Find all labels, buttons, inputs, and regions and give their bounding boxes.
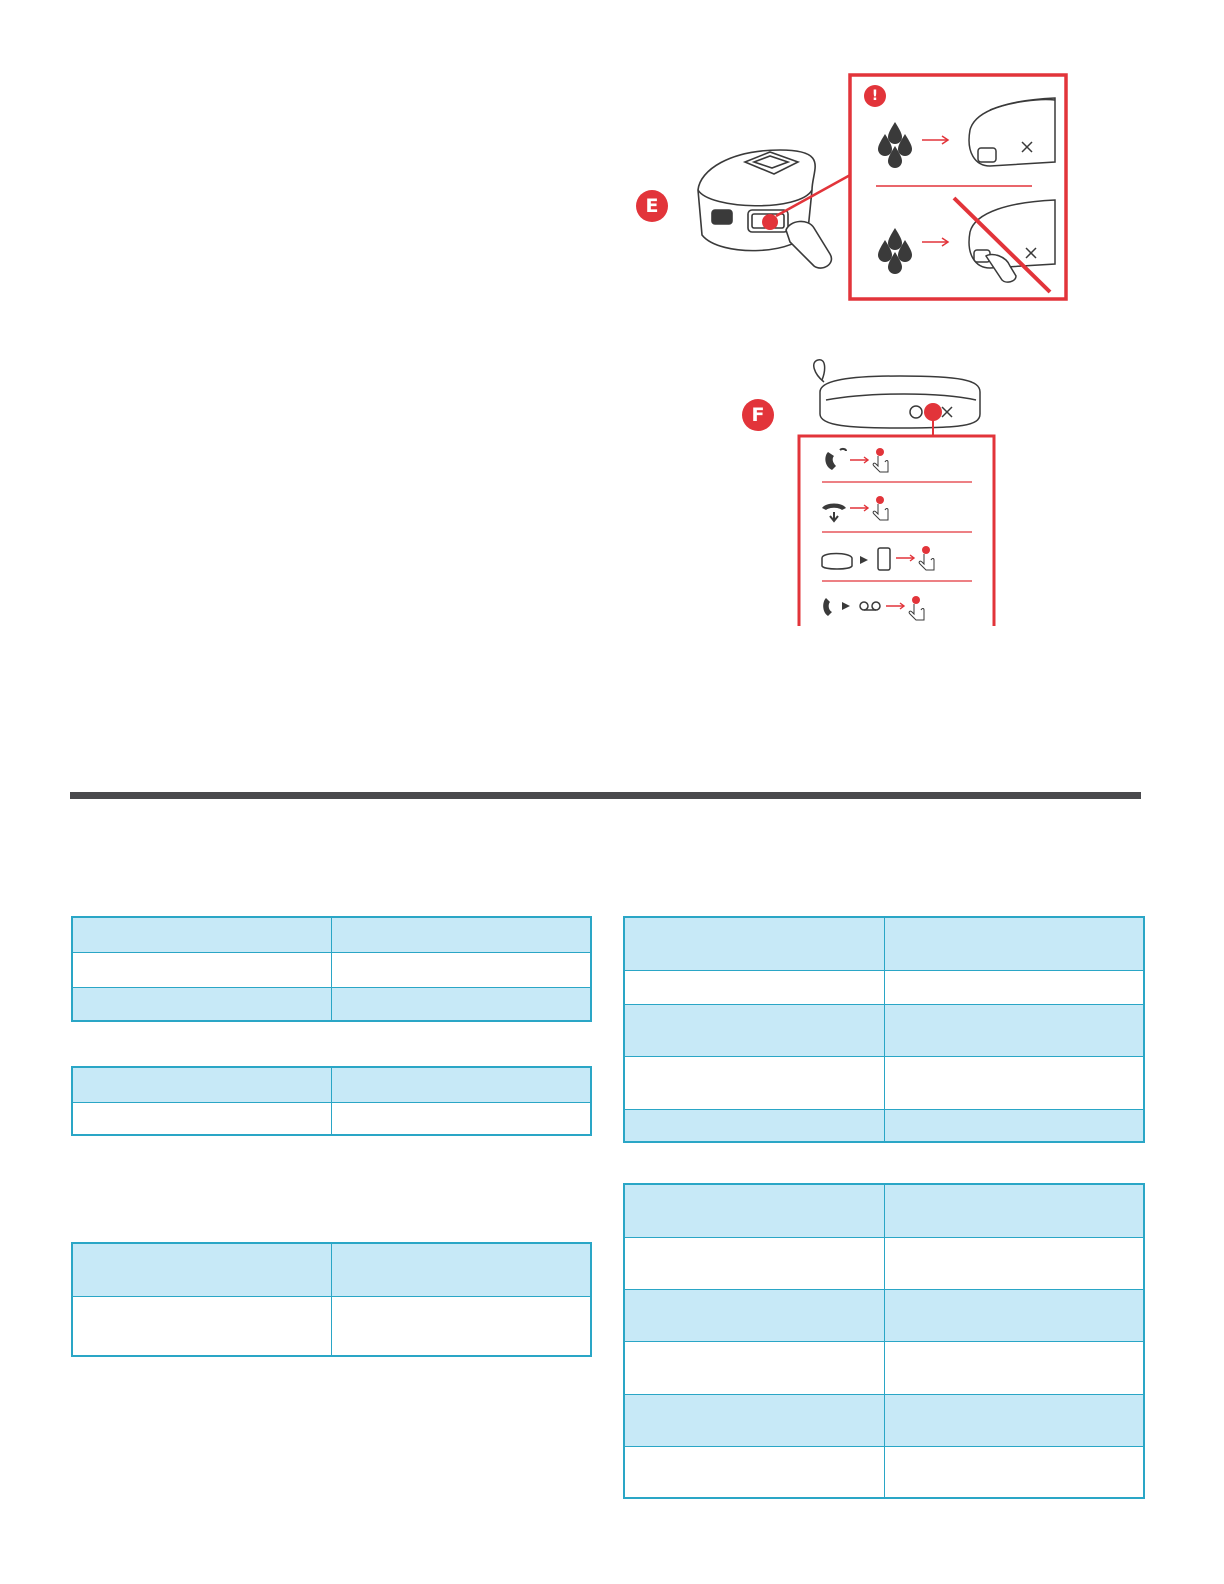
table-row: [72, 1296, 591, 1356]
table-cell: [72, 952, 332, 987]
table-cell: [884, 1289, 1144, 1341]
table-cell: [332, 1243, 592, 1296]
table-row: [624, 1056, 1144, 1109]
spec-table-right-2: [623, 1183, 1145, 1499]
table-cell: [624, 1056, 884, 1109]
table-cell: [884, 1341, 1144, 1394]
figure-e-badge: E: [636, 190, 668, 222]
table-row: [624, 1446, 1144, 1498]
spec-table-right-1: [623, 916, 1145, 1143]
spec-table-left-1: [71, 916, 592, 1022]
port-highlight-dot: [762, 214, 778, 230]
table-cell: [72, 987, 332, 1021]
table-cell: [624, 1394, 884, 1446]
table-cell: [624, 1004, 884, 1056]
table-row: [624, 917, 1144, 970]
table-cell: [332, 1102, 592, 1135]
table-row: [72, 1102, 591, 1135]
table-cell: [624, 1446, 884, 1498]
charging-case-icon: [698, 150, 831, 268]
table-cell: [884, 1394, 1144, 1446]
table-cell: [884, 1237, 1144, 1289]
table-cell: [624, 1237, 884, 1289]
table-cell: [72, 1296, 332, 1356]
table-cell: [332, 1067, 592, 1102]
table-row: [72, 952, 591, 987]
table-cell: [332, 987, 592, 1021]
table-cell: [884, 1056, 1144, 1109]
figure-f-badge: F: [742, 399, 774, 431]
spec-table-left-2: [71, 1066, 592, 1136]
table-cell: [624, 1289, 884, 1341]
table-cell: [624, 1341, 884, 1394]
figure-f-illustration: [790, 352, 1010, 626]
table-row: [624, 1237, 1144, 1289]
table-cell: [884, 1109, 1144, 1142]
table-cell: [884, 917, 1144, 970]
table-row: [624, 1289, 1144, 1341]
warning-badge: !: [864, 85, 886, 107]
table-row: [624, 1184, 1144, 1237]
table-cell: [72, 1067, 332, 1102]
table-cell: [624, 1109, 884, 1142]
table-row: [624, 1004, 1144, 1056]
table-row: [624, 970, 1144, 1004]
table-cell: [332, 917, 592, 952]
table-row: [624, 1109, 1144, 1142]
table-row: [72, 1243, 591, 1296]
table-cell: [72, 1243, 332, 1296]
table-row: [72, 1067, 591, 1102]
table-cell: [884, 1184, 1144, 1237]
table-cell: [884, 1446, 1144, 1498]
table-row: [624, 1394, 1144, 1446]
section-divider: [70, 792, 1141, 799]
table-cell: [332, 1296, 592, 1356]
headset-icon: [814, 360, 980, 428]
table-cell: [72, 1102, 332, 1135]
table-cell: [624, 917, 884, 970]
spec-table-left-3: [71, 1242, 592, 1357]
table-cell: [624, 970, 884, 1004]
table-row: [624, 1341, 1144, 1394]
table-row: [72, 987, 591, 1021]
table-cell: [884, 1004, 1144, 1056]
table-row: [72, 917, 591, 952]
table-cell: [624, 1184, 884, 1237]
table-cell: [332, 952, 592, 987]
table-cell: [72, 917, 332, 952]
table-cell: [884, 970, 1144, 1004]
figure-e-illustration: [690, 70, 1080, 310]
